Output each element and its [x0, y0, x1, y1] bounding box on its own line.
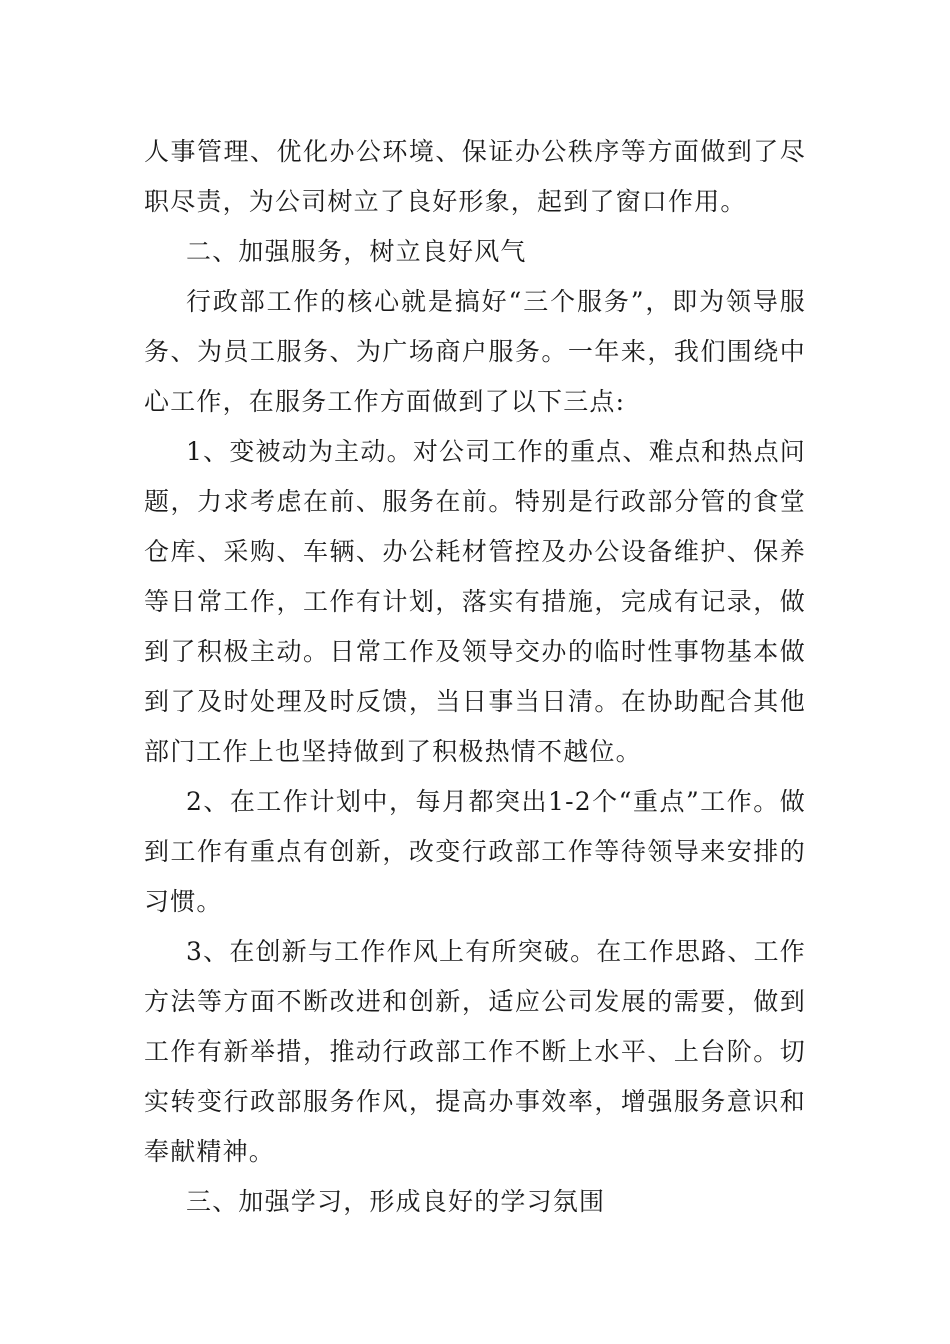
- section-heading-3: 三、加强学习，形成良好的学习氛围: [186, 1187, 606, 1216]
- list-item-2: 2、在工作计划中，每月都突出1-2个“重点”工作。做到工作有重点有创新，改变行政部工作等待领导来安排的习惯。: [144, 787, 806, 916]
- list-item-3: 3、在创新与工作作风上有所突破。在工作思路、工作方法等方面不断改进和创新，适应公司发展的需要，做到工作有新举措，推动行政部工作不断上水平、上台阶。切实转变行政部服务作风，提高办事效率，增强服务意识和奉献精神。: [144, 937, 806, 1166]
- paragraph-continuation: 人事管理、优化办公环境、保证办公秩序等方面做到了尽职尽责，为公司树立了良好形象，起到了窗口作用。: [144, 137, 806, 216]
- paragraph-service-core: 行政部工作的核心就是搞好“三个服务”，即为领导服务、为员工服务、为广场商户服务。一年来，我们围绕中心工作，在服务工作方面做到了以下三点:: [144, 287, 806, 416]
- section-heading-2: 二、加强服务，树立良好风气: [186, 237, 527, 266]
- document-body: [144, 127, 806, 1227]
- list-item-1: 1、变被动为主动。对公司工作的重点、难点和热点问题，力求考虑在前、服务在前。特别是行政部分管的食堂仓库、采购、车辆、办公耗材管控及办公设备维护、保养等日常工作，工作有计划，落实有措施，完成有记录，做到了积极主动。日常工作及领导交办的临时性事物基本做到了及时处理及时反馈，当日事当日清。在协助配合其他部门工作上也坚持做到了积极热情不越位。: [144, 437, 806, 766]
